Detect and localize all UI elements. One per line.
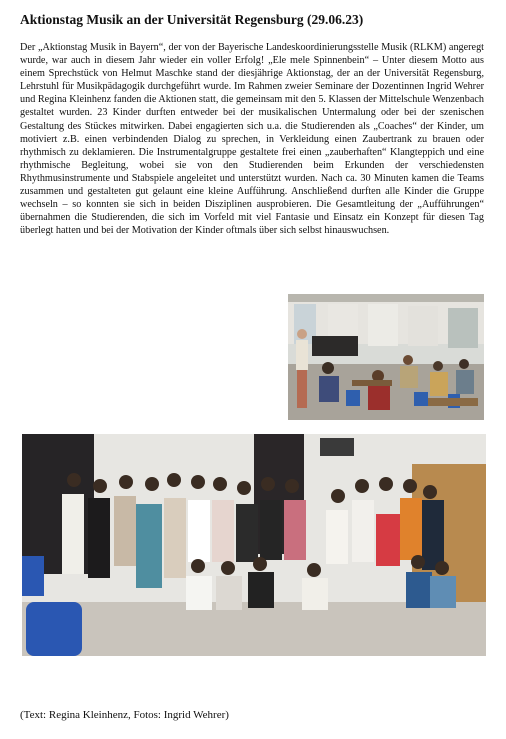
photo-group <box>22 434 486 656</box>
photo-credit: (Text: Regina Kleinhenz, Fotos: Ingrid Wehrer) <box>20 709 229 721</box>
article-body: Der „Aktionstag Musik in Bayern“, der von der Bayerische Landeskoordinierungsstelle Musik (RLKM) angeregt wurde, war auch in diesem Jahr wieder ein voller Erfolg! „Ele mele Spinnenbein“ – Unter diesem Motto aus einem Sprechstück von Helmut Maschke stand der diesjährige Aktionstag, der an der Universität Regensburg, Lehrstuhl für Musikpädagogik durchgeführt wurde. Im Rahmen zweier Seminare der Dozentinnen Ingrid Wehrer und Regina Kleinhenz fanden die Aktionen statt, die gemeinsam mit den 5. Klassen der Mittelschule Wenzenbach gestaltet wurden. 23 Kinder durften entweder bei der musikalischen Untermalung oder bei der szenischen Gestaltung des Stückes mitwirken. Dabei engagierten sich u.a. die Studierenden als „Coaches“ der Kinder, um motiviert z.B. einen verbindenden Dialog zu sprechen, in Verkleidung einen Zaubertrank zu brauen oder rhythmisch zu deklamieren. Die Instrumentalgruppe gestaltete frei einen „zauberhaften“ Klangteppich und eine rhythmische Begleitung, wobei sie von den Studierenden beim Erkunden der verschiedensten Rhythmusinstrumente und Stabspiele angeleitet und unterstützt wurden. Nach ca. 30 Minuten kamen die Teams zusammen und gestalteten gut gelaunt eine kleine Aufführung. Anschließend durften alle Kinder die Gruppe wechseln – so konnten sie sich in beiden Disziplinen ausprobieren. Die Gesamtleitung der „Aufführungen“ übernahmen die Studierenden, die sich im Vorfeld mit viel Fantasie und Einsatz ein Konzept für diesen Tag überlegt hatten und bei der Motivation der Kinder oftmals über sich selbst hinauswuchsen. <box>20 42 484 237</box>
page-title: Aktionstag Musik an der Universität Regensburg (29.06.23) <box>20 12 364 27</box>
photo-instrument-group <box>288 294 484 420</box>
